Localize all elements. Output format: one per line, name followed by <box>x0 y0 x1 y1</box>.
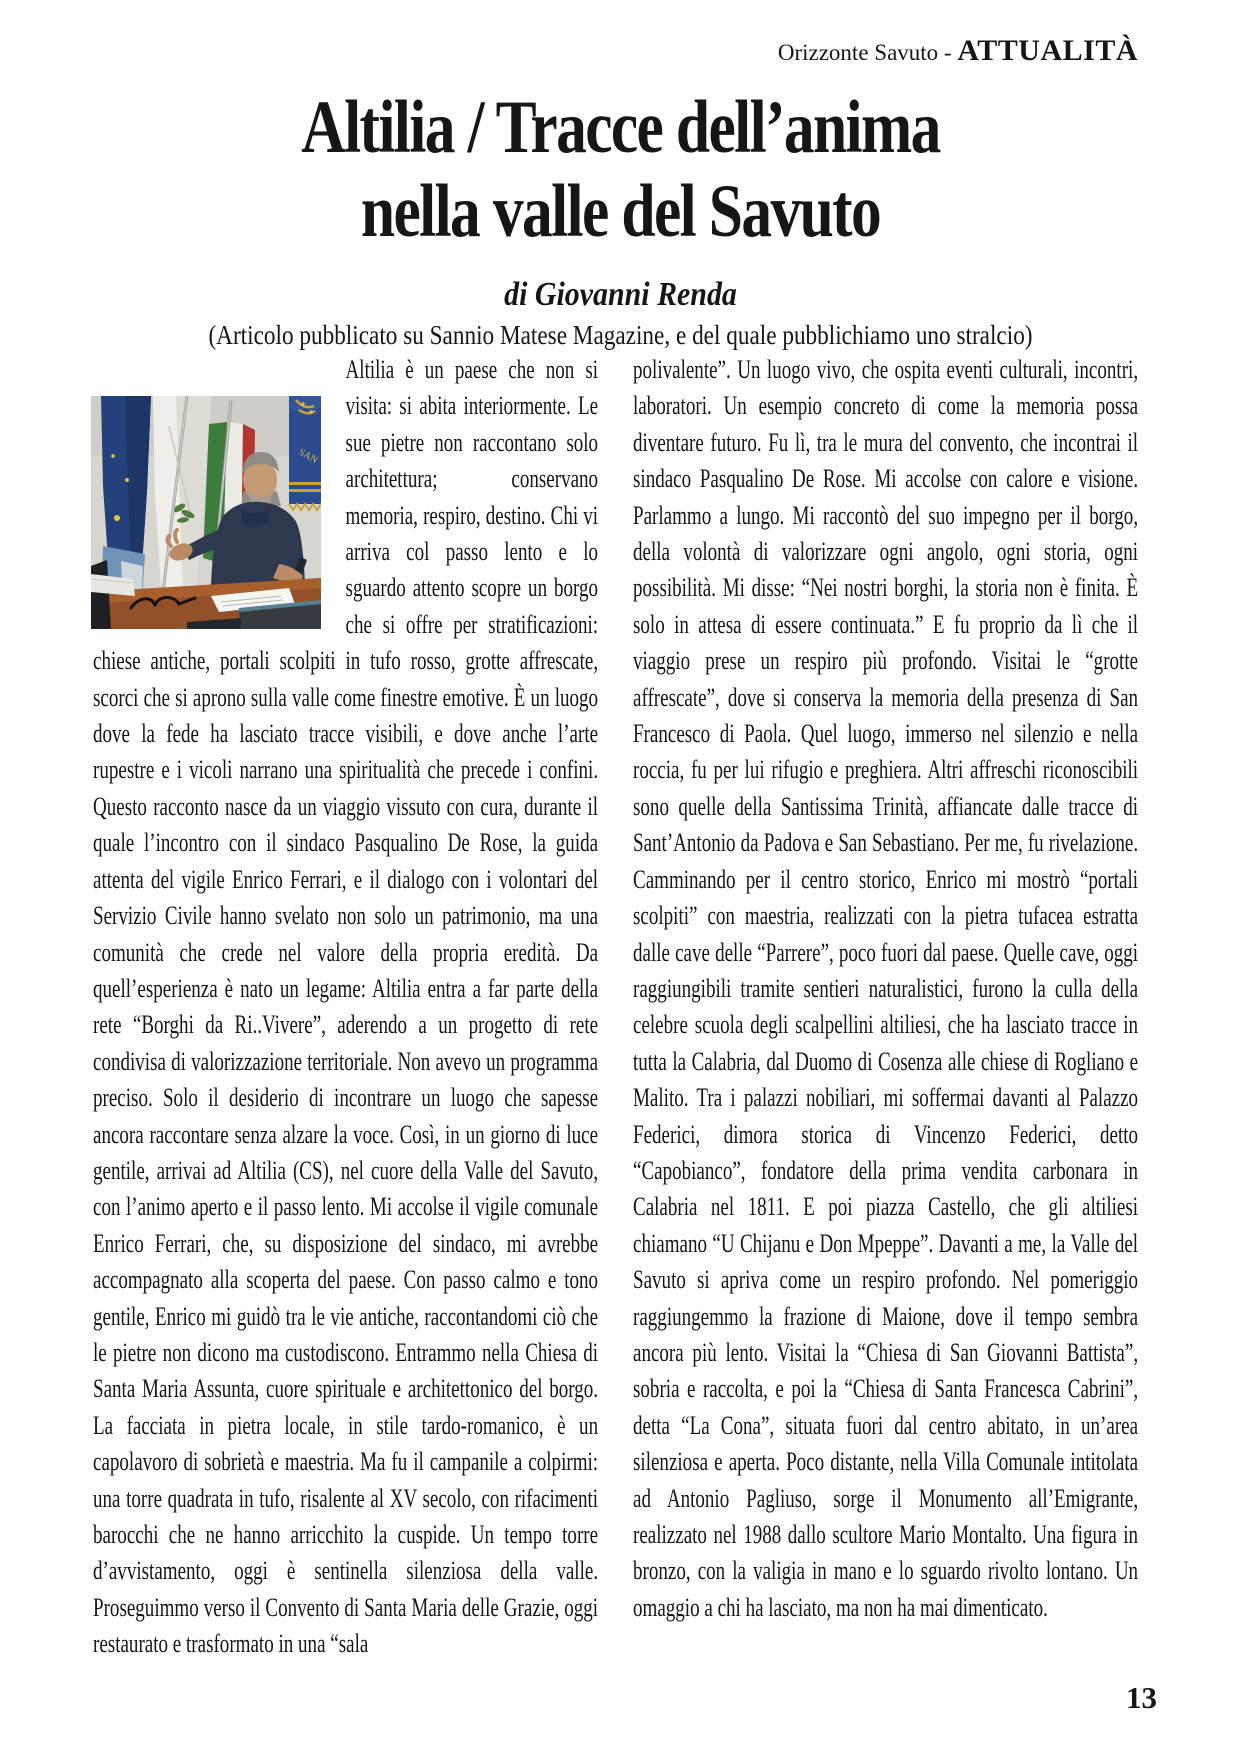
article-column-1-text: Altilia è un paese che non si visita: si abita interiormente. Le sue pietre non raccontano solo architettura; conservano memoria, respiro, destino. Chi vi arriva col passo lento e lo sguardo attento scopre un borgo che si offre per stratificazioni: chiese antiche, portali scolpiti in tufo rosso, grotte affrescate, scorci che si aprono sulla valle come finestre emotive. È un luogo dove la fede ha lasciato tracce visibili, e dove anche l’arte rupestre e i vicoli narrano una spiritualità che precede i confini. Questo racconto nasce da un viaggio vissuto con cura, durante il quale l’incontro con il sindaco Pasqualino De Rose, la guida attenta del vigile Enrico Ferrari, e il dialogo con i volontari del Servizio Civile hanno svelato non solo un patrimonio, ma una comunità che crede nel valore della propria eredità. Da quell’esperienza è nato un legame: Altilia entra a far parte della rete “Borghi da Ri..Vivere”, aderendo a un progetto di rete condivisa di valorizzazione territoriale. Non avevo un programma preciso. Solo il desiderio di incontrare un luogo che sapesse ancora raccontare senza alzare la voce. Così, in un giorno di luce gentile, arrivai ad Altilia (CS), nel cuore della Valle del Savuto, con l’animo aperto e il passo lento. Mi accolse il vigile comunale Enrico Ferrari, che, su disposizione del sindaco, mi avrebbe accompagnato alla scoperta del paese. Con passo calmo e tono gentile, Enrico mi guidò tra le vie antiche, raccontandomi ciò che le pietre non dicono ma custodiscono. Entrammo nella Chiesa di Santa Maria Assunta, cuore spirituale e architettonico del borgo. La facciata in pietra locale, in stile tardo-romanico, è un capolavoro di sobrietà e maestria. Ma fu il campanile a colpirmi: una torre quadrata in tufo, risalente al XV secolo, con rifacimenti barocchi che ne hanno arricchito la cuspide. Un tempo torre d’avvistamento, oggi è sentinella silenziosa della valle. Proseguimmo verso il Convento di Santa Maria delle Grazie, oggi restaurato e trasformato in una “sala <box>93 355 599 1659</box>
photo-wrap-spacer <box>93 352 346 632</box>
page-header <box>778 34 1138 68</box>
article-column-1 <box>93 352 598 1663</box>
article-source-note: (Articolo pubblicato su Sannio Matese Magazine, e del quale pubblichiamo uno stralcio) <box>208 320 1033 350</box>
page-number: 13 <box>1126 1680 1157 1715</box>
article-title <box>192 86 1049 254</box>
svg-text:SAN: SAN <box>296 446 320 467</box>
article-column-2: polivalente”. Un luogo vivo, che ospita eventi culturali, incontri, laboratori. Un esempio concreto di come la memoria possa diventare futuro. Fu lì, tra le mura del convento, che incontrai il sindaco Pasqualino De Rose. Mi accolse con calore e visione. Parlammo a lungo. Mi raccontò del suo impegno per il borgo, della volontà di valorizzare ogni angolo, ogni storia, ogni possibilità. Mi disse: “Nei nostri borghi, la storia non è finita. È solo in attesa di essere continuata.” E fu proprio da lì che il viaggio prese un respiro più profondo. Visitai le “grotte affrescate”, dove si conserva la memoria della presenza di San Francesco di Paola. Quel luogo, immerso nel silenzio e nella roccia, fu per lui rifugio e preghiera. Altri affreschi riconoscibili sono quelle della Santissima Trinità, affiancate dalle tracce di Sant’Antonio da Padova e San Sebastiano. Per me, fu rivelazione. Camminando per il centro storico, Enrico mi mostrò “portali scolpiti” con maestria, realizzati con la pietra tufacea estratta dalle cave delle “Parrere”, poco fuori dal paese. Quelle cave, oggi raggiungibili tramite sentieri naturalistici, furono la culla della celebre scuola degli scalpellini altiliesi, che ha lasciato tracce in tutta la Calabria, dal Duomo di Cosenza alle chiese di Rogliano e Malito. Tra i palazzi nobiliari, mi soffermai davanti al Palazzo Federici, dimora storica di Vincenzo Federici, detto “Capobianco”, fondatore della prima vendita carbonara in Calabria nel 1811. E poi piazza Castello, che gli altiliesi chiamano “U Chijanu e Don Mpeppe”. Davanti a me, la Valle del Savuto si apriva come un respiro profondo. Nel pomeriggio raggiungemmo la frazione di Maione, dove il tempo sembra ancora più lento. Visitai la “Chiesa di San Giovanni Battista”, sobria e raccolta, e poi la “Chiesa di Santa Francesca Cabrini”, detta “La Cona”, situata fuori dal centro abitato, in un’area silenziosa e aperta. Poco distante, nella Villa Comunale intitolata ad Antonio Pagliuso, sorge il Monumento all’Emigrante, realizzato nel 1988 dallo scultore Mario Montalto. Una figura in bronzo, con la valigia in mano e lo sguardo rivolto lontano. Un omaggio a chi ha lasciato, ma non ha mai dimenticato. <box>633 355 1139 1622</box>
article-title-line1: Altilia / Tracce dell’anima <box>301 86 940 169</box>
article-byline: di Giovanni Renda <box>504 276 737 313</box>
publication-name: Orizzonte Savuto - <box>777 40 958 65</box>
article-title-line2: nella valle del Savuto <box>360 170 881 253</box>
section-label: ATTUALITÀ <box>957 34 1138 67</box>
